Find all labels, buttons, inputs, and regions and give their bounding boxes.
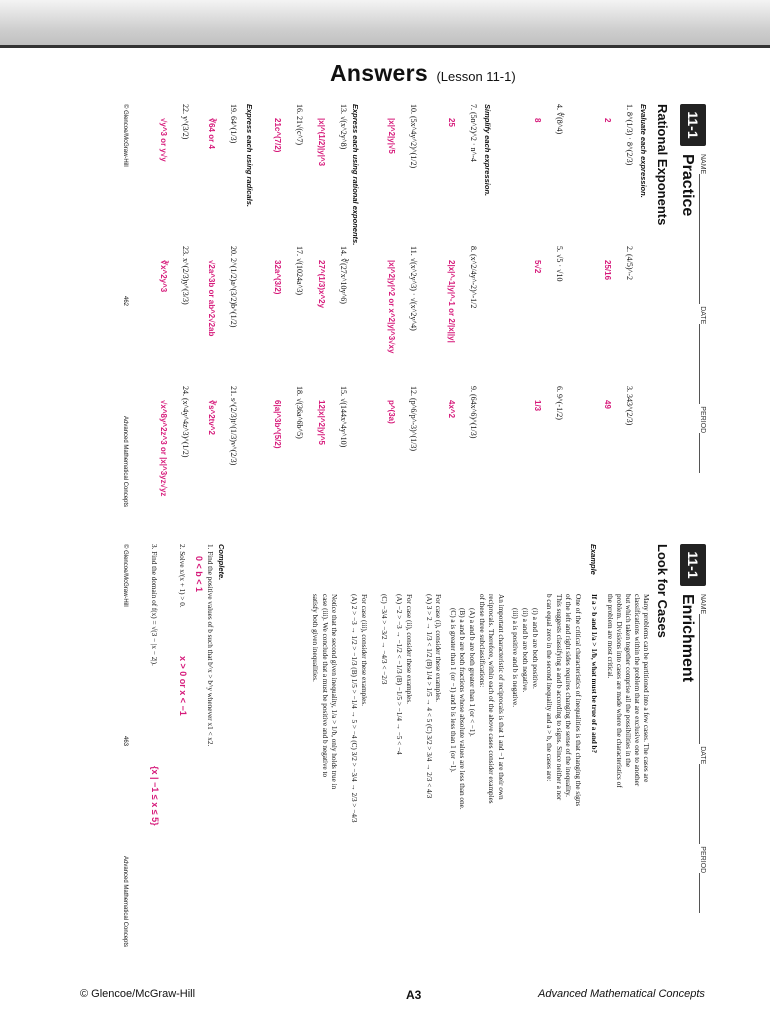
question-3: 3. Find the domain of f(x) = √(3 − |x − 2|). [150, 544, 158, 666]
practice-lesson-tab: 11-1 [680, 104, 706, 146]
date-label: DATE [699, 306, 706, 325]
body-line: (A) 3 > 2 → 1/3 < 1/2 (B) 1/4 > 1/5 → 4 < 5 (C) 3/2 > 3/4 → 2/3 < 4/3 [424, 594, 433, 799]
practice-problem-11: 11. √(x^2y^3) · √(x^2y^4) [409, 246, 418, 331]
practice-answer-11: |x|^2|y|^2 or x^2|y|^3√xy [387, 260, 396, 354]
example-question: If a > b and 1/a > 1/b, what must be true of a and b? [590, 594, 598, 754]
body-line: One of the critical characteristics of inequalities is that changing the signs [574, 594, 582, 807]
practice-problem-23: 23. x^(2/3)y^(3/3) [181, 246, 190, 305]
intro-line: the problem are most critical. [606, 594, 614, 679]
practice-answer-22: √y^3 or y√y [159, 118, 168, 162]
answer-1: 0 < b < 1 [194, 556, 204, 593]
practice-answer-24: √x^8y^2z^3 or |x|^3yz√yz [159, 400, 168, 497]
enrichment-subtitle: Look for Cases [655, 544, 670, 638]
practice-answer-6: 1/3 [533, 400, 542, 412]
practice-answer-3: 49 [603, 400, 612, 409]
practice-footer-right: Advanced Mathematical Concepts [122, 416, 128, 508]
practice-problem-3: 3. 343^(2/3) [625, 386, 634, 426]
practice-problem-20: 20. 2^(1/2)a^(3/2)b^(1/2) [229, 246, 238, 328]
practice-title: Practice [679, 154, 696, 217]
body-line: An important characteristic of reciprocals is that 1 and −1 are their own [496, 594, 505, 800]
practice-answer-9: 4x^2 [447, 400, 456, 419]
practice-problem-9: 9. (64x^6)^(1/3) [469, 386, 478, 439]
instruction-radicals: Express each using radicals. [245, 104, 254, 207]
practice-answer-17: 32a^(3/2) [273, 260, 282, 295]
footer-page-number: A3 [406, 988, 422, 1002]
body-line: For case (iii), consider these examples. [360, 594, 368, 706]
practice-answer-8: 2|x|^-1|y|^-1 or 2/|x||y| [447, 260, 456, 343]
practice-problem-10: 10. (5x^4y^2)^(1/2) [409, 104, 418, 169]
practice-problem-7: 7. (5n^2)^2 · n^-4 [469, 104, 478, 162]
body-line: (C) a is greater than 1 (or −1) and b is less than 1 (or −1). [448, 608, 457, 773]
enrichment-footer-page: 463 [122, 736, 128, 747]
footer-copyright: © Glencoe/McGraw-Hill [80, 988, 196, 1000]
enrichment-lesson-tab: 11-1 [680, 544, 706, 586]
practice-answer-2: 25/16 [603, 260, 612, 281]
practice-footer-left: © Glencoe/McGraw-Hill [122, 104, 128, 167]
body-line: (C) −3/4 > −3/2 → −4/3 < −2/3 [380, 594, 388, 685]
enrichment-name-date-period [699, 594, 708, 913]
instruction-rational-exponents: Express each using rational exponents. [351, 104, 360, 246]
practice-problem-6: 6. 9^(-1/2) [555, 386, 564, 420]
lesson-label: (Lesson 11-1) [436, 69, 516, 84]
practice-problem-17: 17. √(1024a^3) [295, 246, 304, 296]
practice-sheet [114, 96, 714, 536]
practice-answer-13: |x|^(1/2)|y|^3 [317, 118, 326, 167]
body-line: For case (ii), consider these examples. [404, 594, 413, 704]
answer-3: {x | −1 ≤ x ≤ 5} [150, 766, 160, 826]
question-2: 2. Solve x/(x + 1) > 0. [178, 544, 186, 608]
top-gradient-bar [0, 0, 770, 48]
body-line: (ii) a and b are both negative. [521, 608, 529, 693]
name-label: NAME [699, 154, 706, 175]
practice-subtitle: Rational Exponents [655, 104, 670, 226]
enrichment-title: Enrichment [679, 594, 696, 683]
practice-problem-15: 15. √(144x^4y^10) [339, 386, 348, 448]
practice-answer-12: p^(3a) [387, 400, 396, 424]
body-line: (B) a and b are both fractions whose absolute values are less than one. [458, 608, 467, 810]
intro-line: Many problems can be partitioned into a few cases. The cases are [642, 594, 650, 783]
rotated-content [114, 96, 714, 976]
rotated-answer-page [114, 96, 714, 976]
question-1: 1. Find the positive values of b such that b^x > b^y whenever x1 < x2. [206, 544, 214, 747]
enrichment-footer-right: Advanced Mathematical Concepts [122, 856, 128, 948]
practice-answer-5: 5√2 [533, 260, 542, 274]
practice-problem-12: 12. (p^6/p^-3)^(1/3) [409, 386, 418, 452]
body-line: This suggests classifying a and b according to signs. Since neither a nor [554, 594, 563, 801]
practice-problem-16: 16. 21√(c^7) [295, 104, 304, 146]
footer-book-title: Advanced Mathematical Concepts [538, 988, 705, 1000]
practice-answer-1: 2 [603, 118, 612, 123]
body-line: of these three subclassifications: [477, 594, 486, 688]
instruction-evaluate: Evaluate each expression. [639, 104, 648, 198]
period-label: PERIOD [699, 406, 706, 434]
practice-answer-10: |x|^2|y|√5 [387, 118, 396, 154]
body-line: case (iii). We conclude that a must be positive and b negative to [320, 594, 329, 778]
top-bar-edge [0, 45, 770, 48]
body-line: reciprocals. Therefore, within each of the above cases consider examples [487, 594, 496, 804]
practice-problem-21: 21. s^(2/3)t^(1/3)v^(2/3) [229, 386, 238, 466]
practice-problem-24: 24. (x^4y^4z^3)^(1/2) [181, 386, 190, 458]
period-label: PERIOD [699, 846, 706, 874]
body-line: (i) a and b are both positive. [530, 608, 539, 689]
page-header [330, 60, 516, 87]
body-line: b can equal zero in the second inequality and a > b, the cases are: [545, 594, 554, 782]
practice-problem-13: 13. √(x^2y^8) [339, 104, 348, 150]
practice-problem-5: 5. √5 · √10 [555, 246, 564, 282]
intro-line: problem. Divisions into cases are made where the characteristics of [615, 594, 623, 788]
practice-problem-14: 14. ∛(27x^10y^6) [339, 246, 348, 304]
practice-problem-2: 2. (4/5)^-2 [625, 246, 634, 280]
practice-answer-18: 6|a|^3b^(5/2) [273, 400, 282, 449]
body-line: (A) a and b are both greater than 1 (or < −1). [468, 608, 476, 737]
body-line: (iii) a is positive and b is negative. [511, 608, 520, 708]
practice-problem-8: 8. (x^2/4y^-2)^-1/2 [469, 246, 478, 309]
answer-2: x > 0 or x < −1 [178, 656, 188, 716]
practice-problem-22: 22. y^(3/2) [181, 104, 190, 140]
answers-title: Answers [330, 60, 428, 86]
practice-answer-15: 12|x|^2|y|^5 [317, 400, 326, 445]
practice-answer-7: 25 [447, 118, 456, 127]
practice-answer-4: 8 [533, 118, 542, 123]
example-label: Example [589, 544, 598, 575]
body-line: of the left and right sides requires changing the sense of the inequality. [564, 594, 573, 797]
enrichment-footer-left: © Glencoe/McGraw-Hill [122, 544, 128, 607]
practice-problem-1: 1. 8^(1/3) · 8^(2/3) [625, 104, 634, 166]
date-label: DATE [699, 746, 706, 765]
practice-name-date-period [699, 154, 708, 473]
body-line: (A) 2 > −3 → 1/2 > −1/3 (B) 1/5 > −1/4 → 5 > −4 (C) 3/2 > −3/4 → 2/3 > −4/3 [350, 594, 359, 823]
practice-problem-18: 18. √(36a^6b^5) [295, 386, 304, 439]
practice-problem-19: 19. 64^(1/3) [229, 104, 238, 144]
practice-answer-19: ∛64 or 4 [207, 118, 216, 149]
practice-answer-16: 21c^(7/2) [273, 118, 282, 153]
intro-line: classifications within the problem that are exclusive one to another [633, 594, 641, 787]
complete-label: Complete. [217, 544, 226, 581]
body-line: satisfy both given inequalities. [311, 594, 320, 682]
name-label: NAME [699, 594, 706, 615]
intro-line: but which taken together comprise all the possibilities in the [624, 594, 632, 768]
body-line: Notice that the second given inequality, 1/a > 1/b, only holds true in [330, 594, 339, 790]
instruction-simplify: Simplify each expression. [483, 104, 492, 197]
enrichment-sheet [114, 536, 714, 976]
body-line: (A) −2 > −3 → −1/2 < −1/3 (B) −1/5 > −1/4 → −5 < −4 [395, 594, 403, 755]
body-line: For case (i), consider these examples. [434, 594, 443, 702]
practice-problem-4: 4. ∜(8^4) [555, 104, 564, 135]
practice-answer-20: √2a^3b or ab^2√2ab [207, 260, 216, 337]
practice-answer-21: ∛s^2tv^2 [207, 400, 216, 435]
practice-answer-14: 27^(1/3)x^2y [317, 260, 326, 309]
practice-footer-page: 462 [122, 296, 128, 307]
practice-answer-23: ∛x^2y^3 [159, 260, 168, 293]
